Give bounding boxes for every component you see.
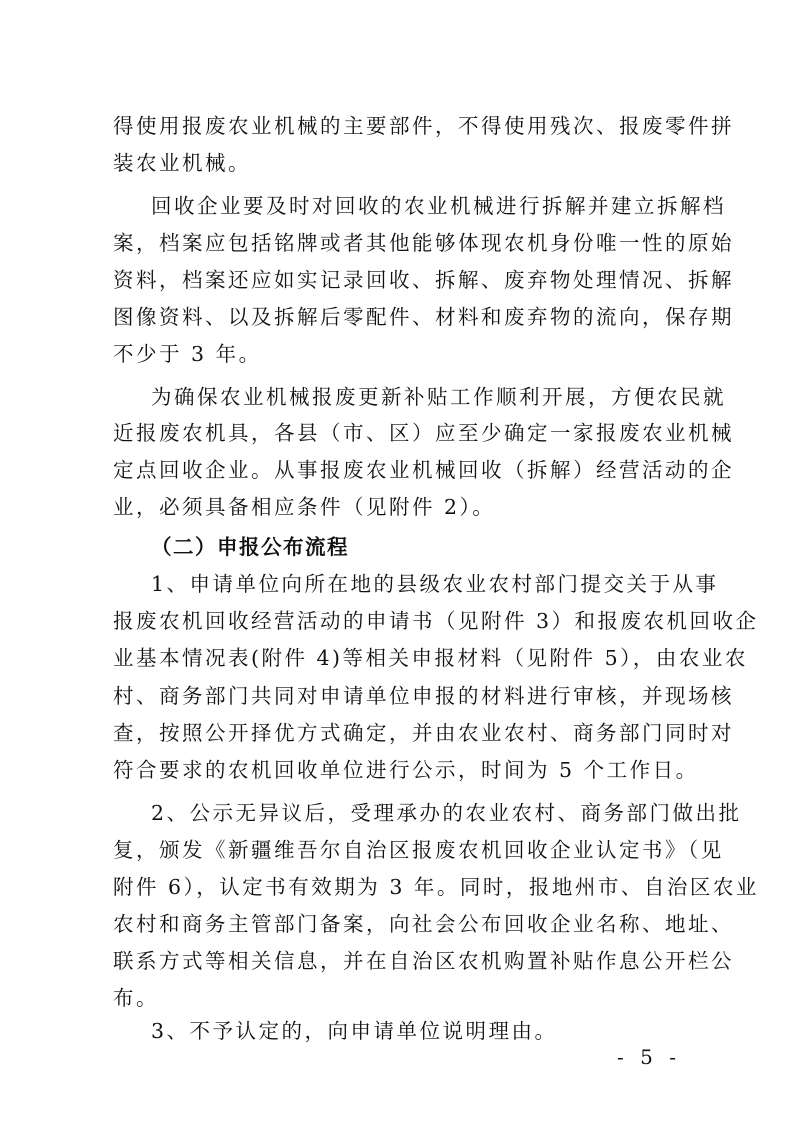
text-line: 2、公示无异议后，受理承办的农业农村、商务部门做出批 bbox=[151, 801, 742, 825]
text-line: 查，按照公开择优方式确定，并由农业农村、商务部门同时对 bbox=[113, 721, 734, 745]
text-line: 3、不予认定的，向申请单位说明理由。 bbox=[151, 1019, 558, 1043]
text-line: 符合要求的农机回收单位进行公示，时间为 5 个工作日。 bbox=[113, 758, 699, 782]
text-line: 复，颁发《新疆维吾尔自治区报废农机回收企业认定书》（见 bbox=[113, 838, 724, 862]
text-line: 得使用报废农业机械的主要部件，不得使用残次、报废零件拼 bbox=[113, 114, 734, 138]
text-line: 农村和商务主管部门备案，向社会公布回收企业名称、地址、 bbox=[113, 912, 734, 936]
text-line: 1、申请单位向所在地的县级农业农村部门提交关于从事 bbox=[151, 572, 719, 596]
text-line: 联系方式等相关信息，并在自治区农机购置补贴作息公开栏公 bbox=[113, 949, 734, 973]
text-line: 回收企业要及时对回收的农业机械进行拆解并建立拆解档 bbox=[151, 194, 726, 218]
text-line: 村、商务部门共同对申请单位申报的材料进行审核，并现场核 bbox=[113, 684, 734, 708]
text-line: 为确保农业机械报废更新补贴工作顺利开展，方便农民就 bbox=[151, 385, 726, 409]
text-line: 布。 bbox=[113, 986, 159, 1010]
section-heading: （二）申报公布流程 bbox=[151, 535, 349, 559]
text-line: 定点回收企业。从事报废农业机械回收（拆解）经营活动的企 bbox=[113, 458, 734, 482]
text-line: 资料，档案还应如实记录回收、拆解、废弃物处理情况、拆解 bbox=[113, 268, 734, 292]
text-line: 附件 6），认定书有效期为 3 年。同时，报地州市、自治区农业 bbox=[113, 875, 759, 899]
page-number: - 5 - bbox=[617, 1045, 681, 1069]
text-line: 业，必须具备相应条件（见附件 2）。 bbox=[113, 495, 496, 519]
text-line: 不少于 3 年。 bbox=[113, 342, 262, 366]
text-line: 图像资料、以及拆解后零配件、材料和废弃物的流向，保存期 bbox=[113, 305, 734, 329]
text-line: 业基本情况表(附件 4)等相关申报材料（见附件 5），由农业农 bbox=[113, 646, 748, 670]
text-line: 装农业机械。 bbox=[113, 151, 251, 175]
text-line: 近报废农机具，各县（市、区）应至少确定一家报废农业机械 bbox=[113, 421, 734, 445]
text-line: 报废农机回收经营活动的申请书（见附件 3）和报废农机回收企 bbox=[113, 609, 759, 633]
text-line: 案，档案应包括铭牌或者其他能够体现农机身份唯一性的原始 bbox=[113, 231, 734, 255]
